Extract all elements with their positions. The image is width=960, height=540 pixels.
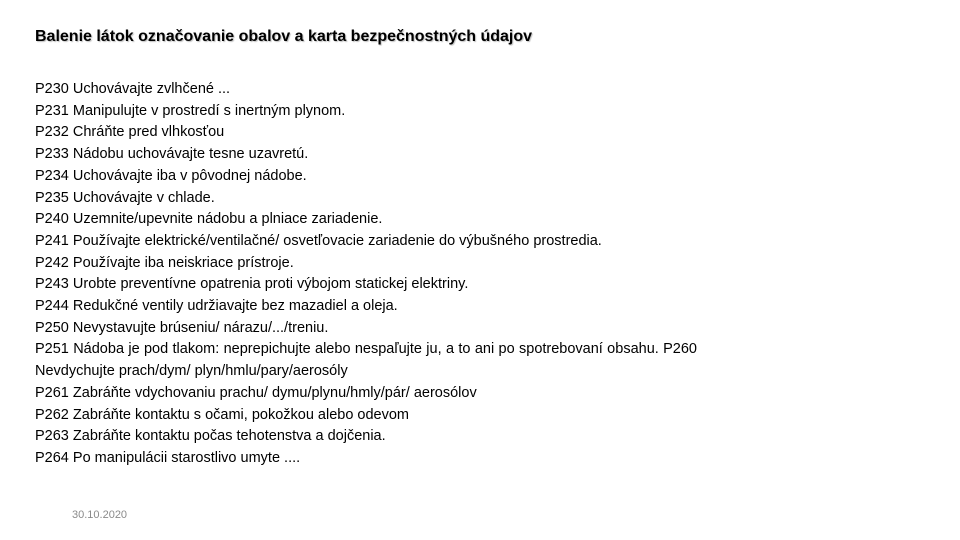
precautionary-statements	[35, 79, 697, 470]
statement-line: P235 Uchovávajte v chlade.	[35, 189, 215, 206]
statement-line: P234 Uchovávajte iba v pôvodnej nádobe.	[35, 167, 307, 184]
statement-line: P264 Po manipulácii starostlivo umyte ....	[35, 449, 301, 466]
statement-line: P250 Nevystavujte brúseniu/ nárazu/.../treniu.	[35, 319, 329, 336]
statement-line: P262 Zabráňte kontaktu s očami, pokožkou alebo odevom	[35, 406, 410, 423]
statement-line: P244 Redukčné ventily udržiavajte bez mazadiel a oleja.	[35, 298, 398, 315]
statement-line: P240 Uzemnite/upevnite nádobu a plniace zariadenie.	[35, 211, 383, 228]
statement-line: P230 Uchovávajte zvlhčené ...	[35, 81, 231, 97]
slide-title: Balenie látok označovanie obalov a karta bezpečnostných údajov	[35, 28, 533, 45]
statement-line: P242 Používajte iba neiskriace prístroje.	[35, 254, 294, 271]
statement-line: P261 Zabráňte vdychovaniu prachu/ dymu/plynu/hmly/pár/ aerosólov	[35, 384, 477, 401]
slide-date: 30.10.2020	[72, 509, 128, 521]
statement-line: P241 Používajte elektrické/ventilačné/ osvetľovacie zariadenie do výbušného prostredia.	[35, 232, 602, 249]
statement-paragraph: P251 Nádoba je pod tlakom: neprepichujte alebo nespaľujte ju, a to ani po spotrebovaní obsahu. P260 Nevdychujte prach/dym/ plyn/hmlu/pary/aerosóly	[35, 341, 697, 380]
statement-line: P243 Urobte preventívne opatrenia proti výbojom statickej elektriny.	[35, 276, 469, 293]
statement-line: P231 Manipulujte v prostredí s inertným plynom.	[35, 102, 346, 119]
statement-line: P263 Zabráňte kontaktu počas tehotenstva a dojčenia.	[35, 428, 386, 445]
statement-line: P233 Nádobu uchovávajte tesne uzavretú.	[35, 146, 309, 163]
statement-line: P232 Chráňte pred vlhkosťou	[35, 124, 225, 141]
